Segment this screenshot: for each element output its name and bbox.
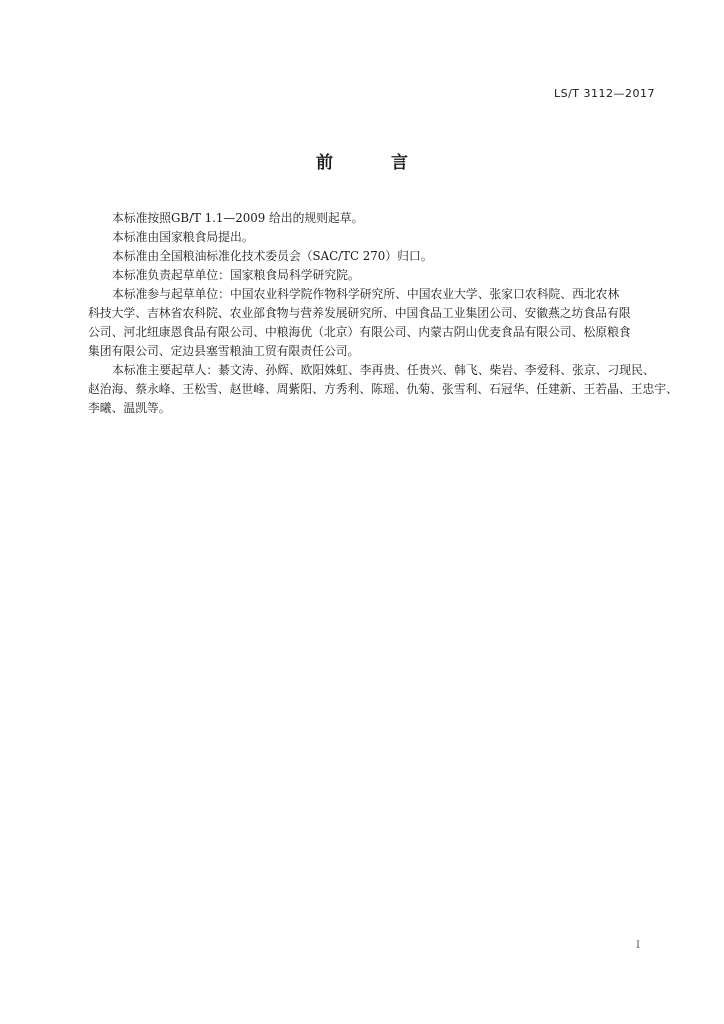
paragraph-participating-units-line-2: 科技大学、吉林省农科院、农业部食物与营养发展研究所、中国食品工业集团公司、安徽燕之坊食品有限 <box>88 306 631 320</box>
foreword-body <box>88 209 678 418</box>
paragraph-drafters-line-2: 赵治海、蔡永峰、王松雪、赵世峰、周紫阳、方秀利、陈瑶、仇菊、张雪利、石冠华、任建新、王若晶、王忠宇、 <box>88 382 678 396</box>
paragraph-drafters-line-1: 本标准主要起草人：綦文涛、孙辉、欧阳姝虹、李再贵、任贵兴、韩飞、柴岩、李爱科、张京、刁现民、 <box>112 363 655 377</box>
paragraph-under-jurisdiction: 本标准由全国粮油标准化技术委员会（SAC/TC 270）归口。 <box>112 249 433 263</box>
paragraph-proposed-by: 本标准由国家粮食局提出。 <box>112 230 254 244</box>
paragraph-participating-units-line-3: 公司、河北纽康恩食品有限公司、中粮海优（北京）有限公司、内蒙古阴山优麦食品有限公司、松原粮食 <box>88 325 631 339</box>
paragraph-drafting-rules: 本标准按照GB/T 1.1—2009 给出的规则起草。 <box>112 211 364 225</box>
paragraph-participating-units-line-4: 集团有限公司、定边县塞雪粮油工贸有限责任公司。 <box>88 344 360 358</box>
page-number: I <box>636 940 640 951</box>
foreword-title: 前 言 <box>316 153 434 173</box>
paragraph-responsible-unit: 本标准负责起草单位：国家粮食局科学研究院。 <box>112 268 360 282</box>
paragraph-participating-units-line-1: 本标准参与起草单位：中国农业科学院作物科学研究所、中国农业大学、张家口农科院、西北农林 <box>112 287 620 301</box>
standard-code: LS/T 3112—2017 <box>553 87 655 100</box>
paragraph-drafters-line-3: 李曦、温凯等。 <box>88 401 171 415</box>
